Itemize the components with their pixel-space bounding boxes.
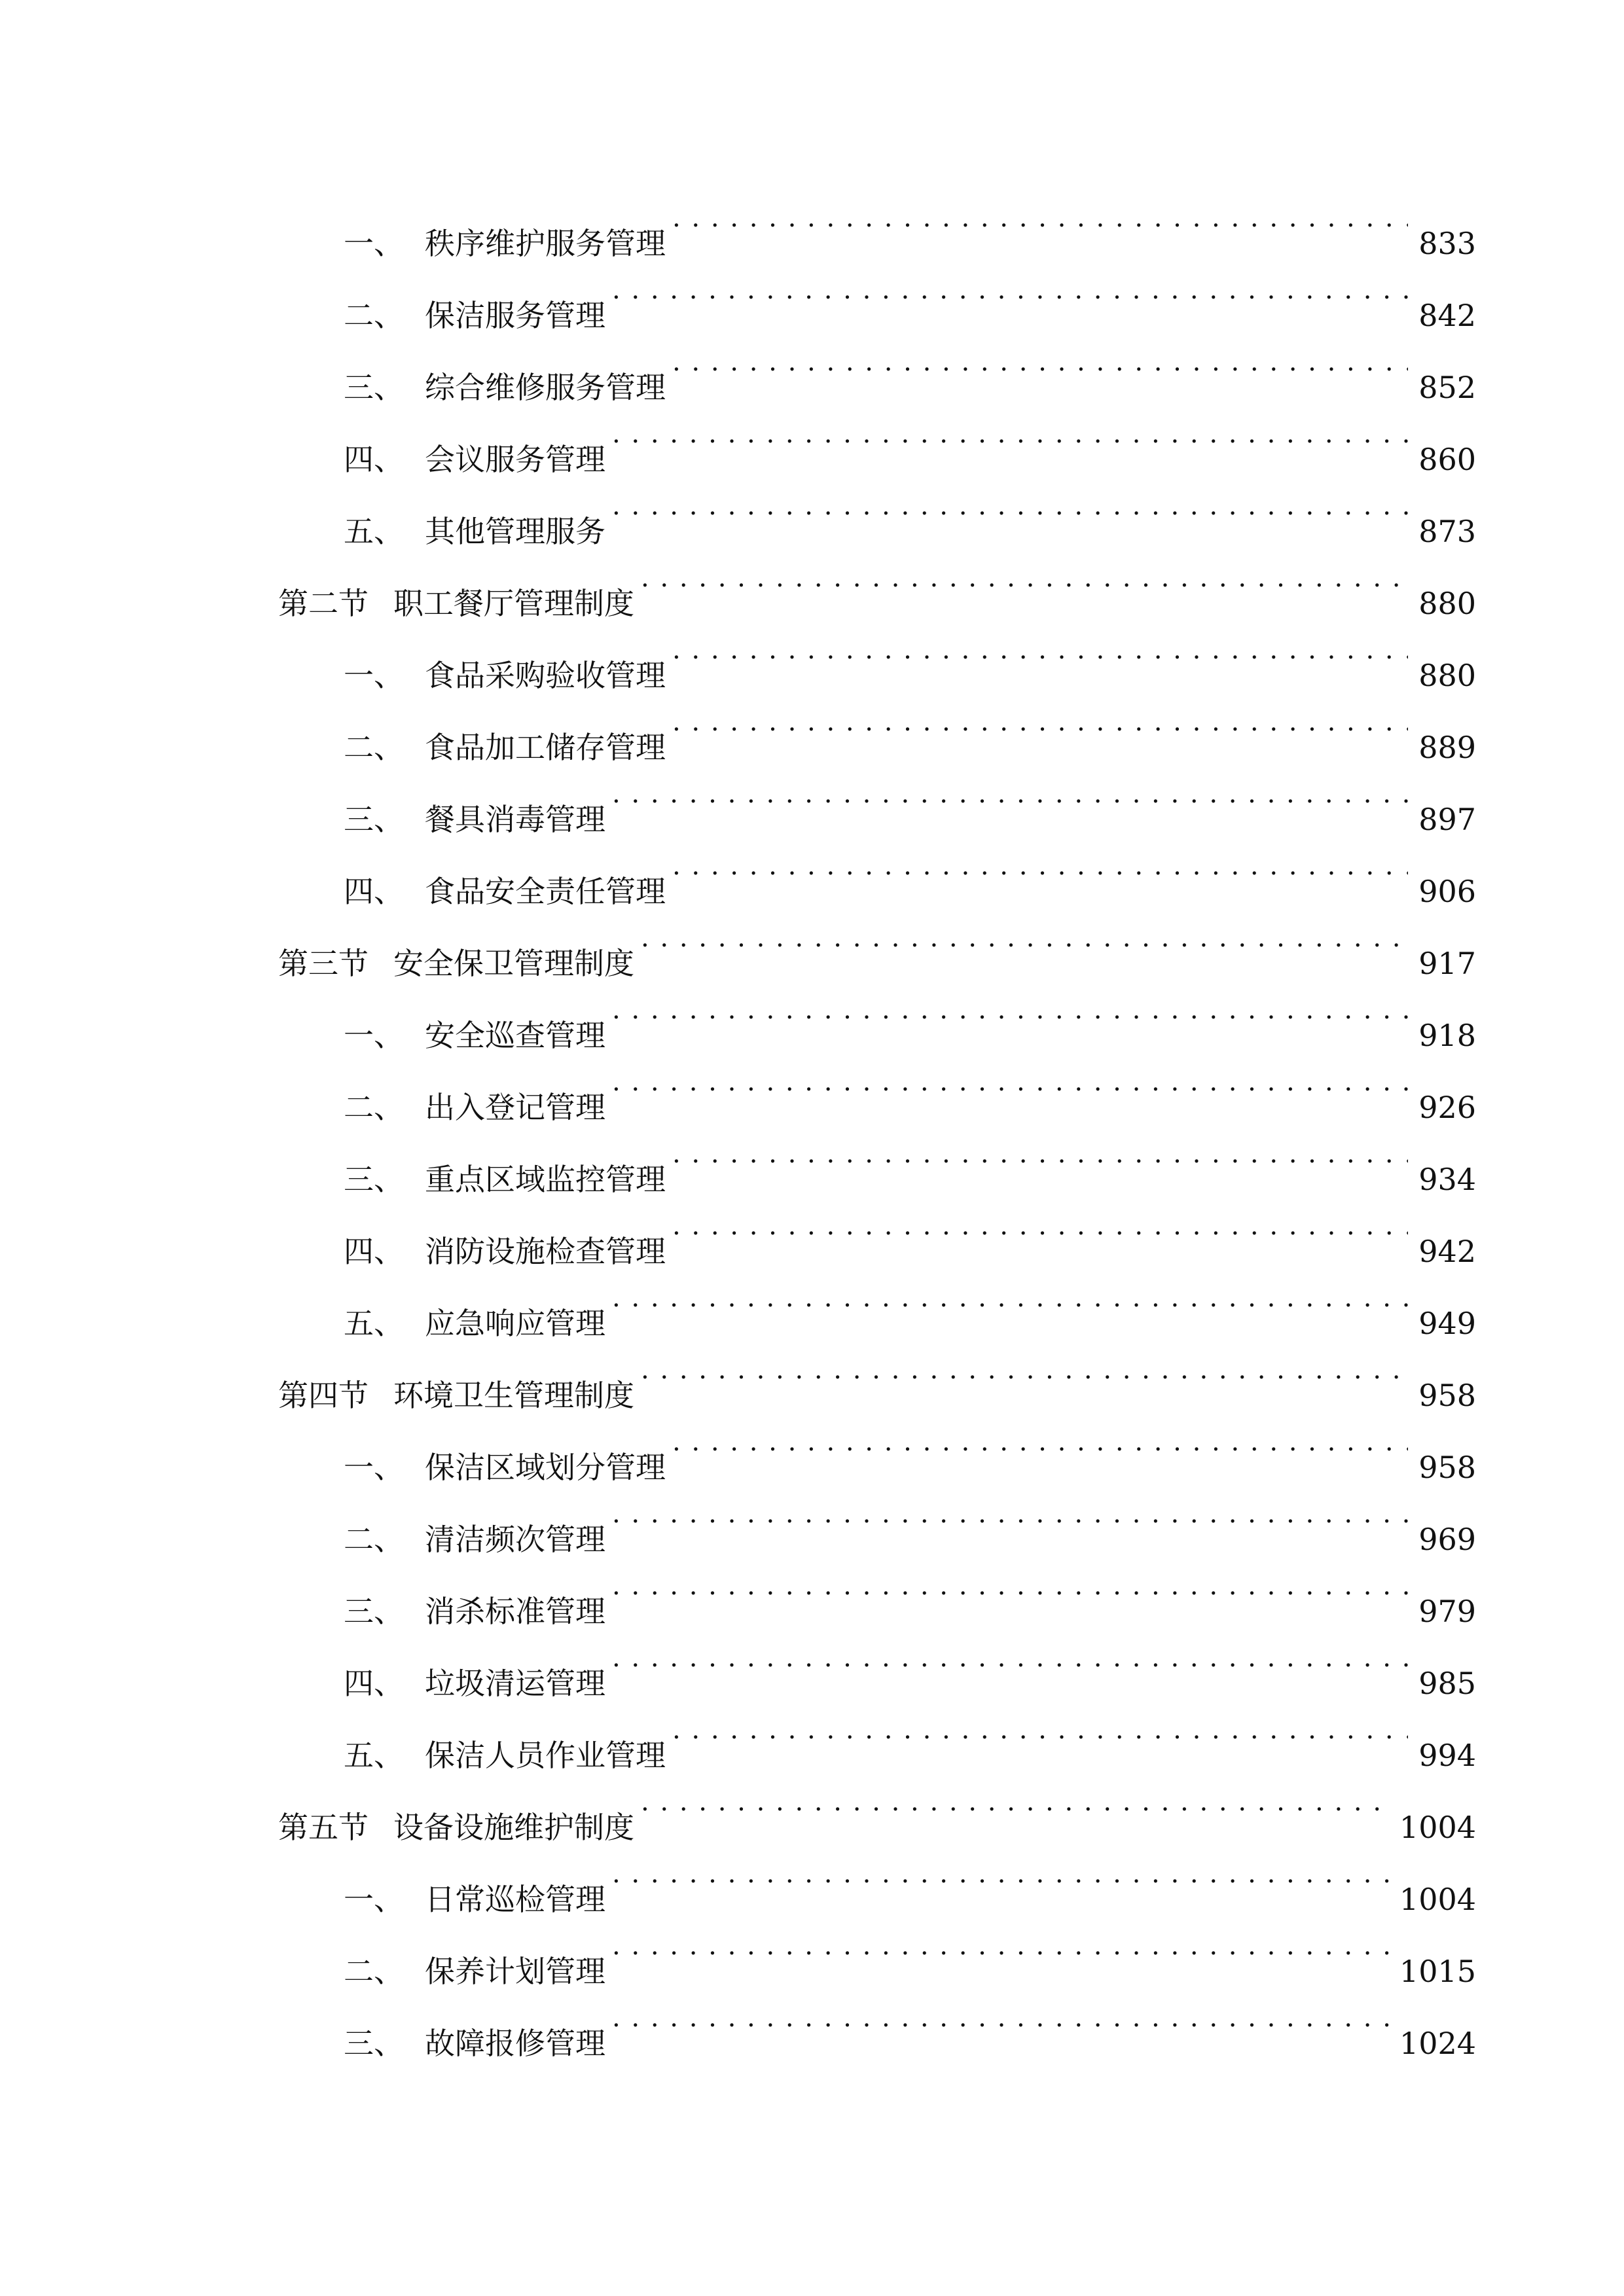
dot-leader: [672, 1118, 1408, 1190]
table-of-contents: [278, 182, 1476, 2061]
dot-leader: [672, 1190, 1408, 1262]
dot-leader: [641, 1334, 1408, 1406]
toc-entry-title: 故障报修管理: [425, 2026, 605, 2061]
toc-entry-page-number: 917: [1418, 946, 1476, 981]
dot-leader: [672, 182, 1408, 254]
dot-leader: [612, 470, 1408, 542]
toc-entry-number: 第二节: [278, 586, 369, 621]
toc-entry-page-number: 942: [1418, 1234, 1476, 1269]
dot-leader: [612, 1478, 1408, 1550]
toc-entry-number: 二、: [344, 298, 404, 333]
toc-entry-page-number: 889: [1418, 730, 1476, 765]
toc-entry-page-number: 1015: [1399, 1954, 1476, 1989]
toc-entry-page-number: 926: [1418, 1090, 1476, 1125]
toc-entry-title: 设备设施维护制度: [393, 1810, 634, 1845]
toc-entry-number: 第三节: [278, 946, 369, 981]
toc-entry-title: 消杀标准管理: [425, 1594, 605, 1629]
toc-entry-title: 保洁区域划分管理: [425, 1450, 666, 1485]
toc-entry-number: 一、: [344, 658, 404, 693]
toc-entry-title: 安全保卫管理制度: [393, 946, 634, 981]
toc-entry-title: 职工餐厅管理制度: [393, 586, 634, 621]
toc-entry-number: 二、: [344, 730, 404, 765]
toc-entry-number: 二、: [344, 1522, 404, 1557]
toc-entry-title: 综合维修服务管理: [425, 370, 666, 405]
toc-entry-title: 环境卫生管理制度: [393, 1378, 634, 1413]
toc-entry-title: 出入登记管理: [425, 1090, 605, 1125]
toc-entry-title: 食品采购验收管理: [425, 658, 666, 693]
toc-entry-title: 秩序维护服务管理: [425, 226, 666, 261]
dot-leader: [641, 902, 1408, 974]
toc-entry-number: 一、: [344, 1450, 404, 1485]
dot-leader: [672, 686, 1408, 758]
toc-entry-number: 四、: [344, 1666, 404, 1701]
dot-leader: [612, 1910, 1389, 1982]
toc-entry-number: 三、: [344, 1594, 404, 1629]
toc-entry-number: 四、: [344, 874, 404, 909]
toc-entry-number: 三、: [344, 1162, 404, 1197]
toc-entry-number: 四、: [344, 1234, 404, 1269]
dot-leader: [612, 398, 1408, 470]
toc-entry-number: 五、: [344, 1306, 404, 1341]
toc-entry-number: 第四节: [278, 1378, 369, 1413]
toc-entry-number: 一、: [344, 1018, 404, 1053]
toc-entry-page-number: 985: [1418, 1666, 1476, 1701]
dot-leader: [612, 758, 1408, 830]
toc-entry-page-number: 860: [1418, 442, 1476, 477]
toc-entry-title: 保养计划管理: [425, 1954, 605, 1989]
toc-entry-title: 食品加工储存管理: [425, 730, 666, 765]
toc-entry-title: 会议服务管理: [425, 442, 605, 477]
dot-leader: [641, 1766, 1389, 1838]
dot-leader: [672, 326, 1408, 398]
toc-entry-page-number: 994: [1418, 1738, 1476, 1773]
toc-entry-page-number: 1024: [1399, 2026, 1476, 2061]
toc-entry-page-number: 852: [1418, 370, 1476, 405]
toc-entry-page-number: 833: [1418, 226, 1476, 261]
dot-leader: [612, 1982, 1389, 2054]
toc-entry-title: 餐具消毒管理: [425, 802, 605, 837]
dot-leader: [641, 542, 1408, 614]
toc-entry-page-number: 880: [1418, 586, 1476, 621]
toc-entry-number: 一、: [344, 226, 404, 261]
toc-entry-page-number: 1004: [1399, 1882, 1476, 1917]
toc-entry-number: 三、: [344, 2026, 404, 2061]
toc-entry-page-number: 949: [1418, 1306, 1476, 1341]
toc-entry-page-number: 880: [1418, 658, 1476, 693]
toc-entry-number: 第五节: [278, 1810, 369, 1845]
toc-entry-number: 三、: [344, 802, 404, 837]
toc-entry-page-number: 979: [1418, 1594, 1476, 1629]
toc-entry-title: 食品安全责任管理: [425, 874, 666, 909]
toc-entry-title: 垃圾清运管理: [425, 1666, 605, 1701]
toc-entry-title: 消防设施检查管理: [425, 1234, 666, 1269]
toc-entry-page-number: 934: [1418, 1162, 1476, 1197]
dot-leader: [612, 1838, 1389, 1910]
dot-leader: [672, 830, 1408, 902]
toc-entry-number: 五、: [344, 1738, 404, 1773]
dot-leader: [612, 1262, 1408, 1334]
toc-entry-page-number: 897: [1418, 802, 1476, 837]
toc-entry-title: 清洁频次管理: [425, 1522, 605, 1557]
toc-entry-title: 保洁人员作业管理: [425, 1738, 666, 1773]
dot-leader: [612, 254, 1408, 326]
toc-entry-number: 五、: [344, 514, 404, 549]
toc-entry-page-number: 842: [1418, 298, 1476, 333]
toc-entry-title: 日常巡检管理: [425, 1882, 605, 1917]
toc-entry-number: 四、: [344, 442, 404, 477]
toc-entry-number: 三、: [344, 370, 404, 405]
dot-leader: [612, 1550, 1408, 1622]
toc-entry-title: 保洁服务管理: [425, 298, 605, 333]
dot-leader: [612, 1622, 1408, 1694]
toc-entry-number: 二、: [344, 1090, 404, 1125]
toc-entry-page-number: 1004: [1399, 1810, 1476, 1845]
dot-leader: [612, 974, 1408, 1046]
toc-entry-title: 其他管理服务: [425, 514, 605, 549]
toc-entry-page-number: 918: [1418, 1018, 1476, 1053]
toc-entry-page-number: 958: [1418, 1450, 1476, 1485]
toc-entry-page-number: 958: [1418, 1378, 1476, 1413]
dot-leader: [672, 614, 1408, 686]
dot-leader: [612, 1046, 1408, 1118]
toc-entry-number: 二、: [344, 1954, 404, 1989]
dot-leader: [672, 1694, 1408, 1766]
toc-entry-title: 重点区域监控管理: [425, 1162, 666, 1197]
toc-subsection-entry[interactable]: [278, 182, 1476, 261]
toc-entry-page-number: 873: [1418, 514, 1476, 549]
toc-entry-title: 应急响应管理: [425, 1306, 605, 1341]
toc-entry-number: 一、: [344, 1882, 404, 1917]
toc-entry-title: 安全巡查管理: [425, 1018, 605, 1053]
toc-entry-page-number: 969: [1418, 1522, 1476, 1557]
dot-leader: [672, 1406, 1408, 1478]
toc-entry-page-number: 906: [1418, 874, 1476, 909]
